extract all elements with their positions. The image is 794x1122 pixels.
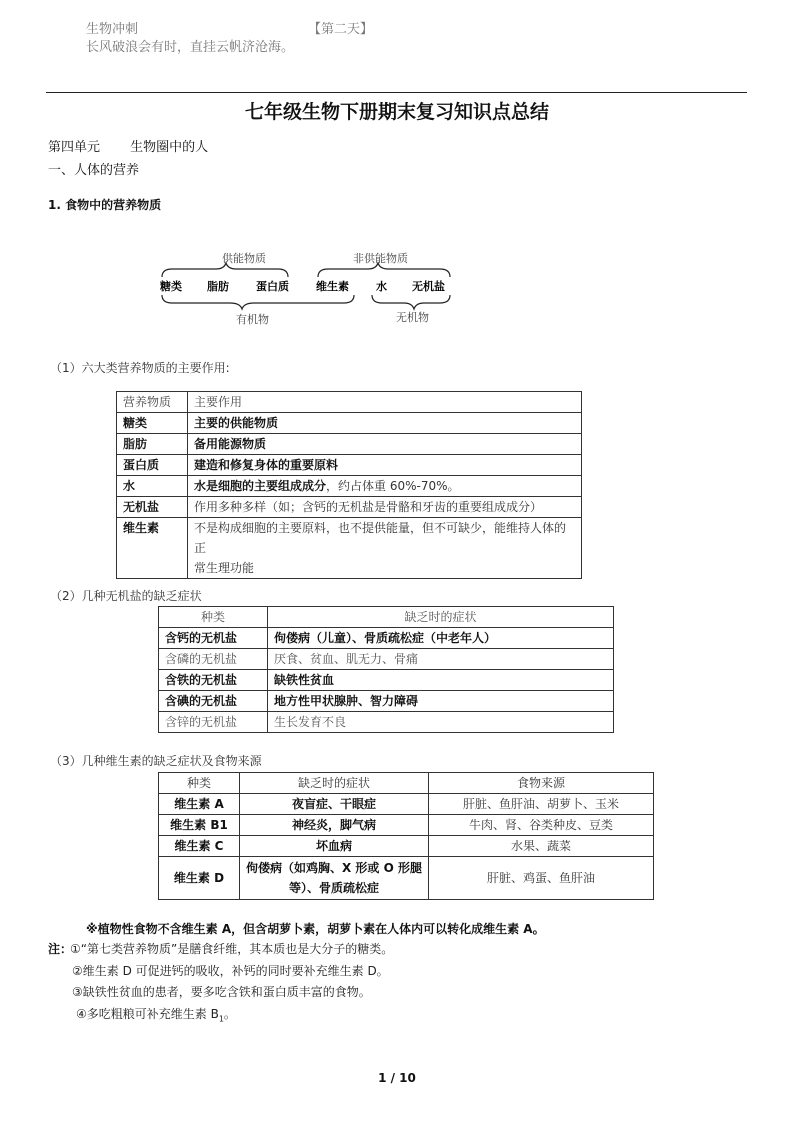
inorganic-label: 无机物: [396, 311, 429, 324]
item-water: 水: [376, 280, 387, 293]
table-header-row: [159, 773, 654, 794]
deficiency-symptom: 缺铁性贫血: [268, 670, 614, 691]
food-source: 牛肉、肾、谷类种皮、豆类: [429, 815, 654, 836]
page-title: 七年级生物下册期末复习知识点总结: [244, 101, 549, 123]
function-line: 常生理功能: [194, 561, 255, 575]
mineral-type: 含磷的无机盐: [159, 649, 268, 670]
nutrient-function: 作用多种多样（如；含钙的无机盐是骨骼和牙齿的重要组成成分）: [188, 497, 582, 518]
non-energy-group-label: 非供能物质: [353, 252, 408, 265]
nutrient-function: 建造和修复身体的重要原料: [188, 455, 582, 476]
table-row: [117, 455, 582, 476]
header-divider: [46, 92, 747, 93]
header-cell: 缺乏时的症状: [268, 607, 614, 628]
table-row: [117, 476, 582, 497]
energy-brace: [162, 263, 288, 277]
table-row: [117, 518, 582, 579]
nutrient-name: 无机盐: [117, 497, 188, 518]
page-number: 1 / 10: [378, 1071, 416, 1085]
nutrient-function-table: [116, 391, 582, 579]
vitamin-type: 维生素 C: [159, 836, 240, 857]
function-bold-part: 水是细胞的主要组成成分: [194, 479, 327, 493]
table-row: [117, 413, 582, 434]
food-source: 肝脏、鸡蛋、鱼肝油: [429, 857, 654, 900]
note-item-3: ③缺铁性贫血的患者，要多吃含铁和蛋白质丰富的食物。: [72, 985, 371, 999]
food-source: 肝脏、鱼肝油、胡萝卜、玉米: [429, 794, 654, 815]
deficiency-symptom: 夜盲症、干眼症: [240, 794, 429, 815]
function-normal-part: ，约占体重 60%-70%。: [326, 479, 460, 493]
table2-caption: （2）几种无机盐的缺乏症状: [50, 589, 202, 603]
header-cell: 种类: [159, 607, 268, 628]
mineral-type: 含锌的无机盐: [159, 712, 268, 733]
table-row: [159, 691, 614, 712]
mineral-deficiency-table: [158, 606, 614, 733]
header-day-tag: 【第二天】: [308, 22, 374, 37]
table-row: [159, 649, 614, 670]
item-vitamin: 维生素: [316, 280, 349, 293]
organic-brace: [162, 295, 354, 309]
table-row: [159, 628, 614, 649]
table-row: [159, 670, 614, 691]
symptom-line: 等）、骨质疏松症: [288, 881, 379, 895]
header-cell: 营养物质: [117, 392, 188, 413]
table-row: [159, 836, 654, 857]
nutrient-name: 糖类: [117, 413, 188, 434]
table-header-row: [159, 607, 614, 628]
table-row: [159, 857, 654, 900]
food-source: 水果、蔬菜: [429, 836, 654, 857]
item-inorganic-salt: 无机盐: [412, 280, 445, 293]
vitamin-type: 维生素 D: [159, 857, 240, 900]
unit-label: 第四单元: [48, 140, 101, 155]
function-line: 不是构成细胞的主要原料，也不提供能量，但不可缺少，能维持人体的正: [194, 521, 567, 555]
nutrient-name: 蛋白质: [117, 455, 188, 476]
table-row: [159, 712, 614, 733]
deficiency-symptom: 地方性甲状腺肿、智力障碍: [268, 691, 614, 712]
header-title: 生物冲刺: [86, 22, 139, 37]
item-fat: 脂肪: [207, 280, 229, 293]
note-text: ④多吃粗粮可补充维生素 B: [76, 1007, 219, 1021]
table-header-row: [117, 392, 582, 413]
note-item-4: [76, 1005, 236, 1023]
section-heading: 1. 食物中的营养物质: [48, 198, 162, 212]
nutrient-function: 备用能源物质: [188, 434, 582, 455]
symptom-line: 佝偻病（如鸡胸、X 形或 O 形腿: [246, 861, 422, 875]
unit-name: 生物圈中的人: [130, 140, 209, 155]
deficiency-symptom: [240, 857, 429, 900]
deficiency-symptom: 佝偻病（儿童）、骨质疏松症（中老年人）: [268, 628, 614, 649]
nutrient-function: 主要的供能物质: [188, 413, 582, 434]
unit-heading: [48, 136, 208, 155]
deficiency-symptom: 生长发育不良: [268, 712, 614, 733]
note-item-2: ②维生素 D 可促进钙的吸收，补钙的同时要补充维生素 D。: [72, 964, 389, 978]
deficiency-symptom: 坏血病: [240, 836, 429, 857]
header-cell: 主要作用: [188, 392, 582, 413]
note-item-1: ①“第七类营养物质”是膳食纤维，其本质也是大分子的糖类。: [70, 942, 394, 956]
table-row: [117, 497, 582, 518]
nutrient-classification-diagram: [150, 243, 470, 333]
mineral-type: 含碘的无机盐: [159, 691, 268, 712]
table1-caption: （1）六大类营养物质的主要作用:: [50, 361, 230, 375]
chapter-heading: 一、人体的营养: [48, 163, 140, 178]
deficiency-symptom: 厌食、贫血、肌无力、骨痛: [268, 649, 614, 670]
nutrient-name: 维生素: [117, 518, 188, 579]
vitamin-type: 维生素 B1: [159, 815, 240, 836]
header-cell: 种类: [159, 773, 240, 794]
table-row: [159, 794, 654, 815]
header-cell: 食物来源: [429, 773, 654, 794]
header-cell: 缺乏时的症状: [240, 773, 429, 794]
table-row: [159, 815, 654, 836]
nutrient-function: [188, 476, 582, 497]
item-protein: 蛋白质: [256, 280, 289, 293]
vitamin-a-highlight: ※植物性食物不含维生素 A，但含胡萝卜素，胡萝卜素在人体内可以转化成维生素 A。: [86, 922, 545, 936]
vitamin-deficiency-table: [158, 772, 654, 900]
nutrient-name: 水: [117, 476, 188, 497]
inorganic-brace: [372, 295, 450, 309]
notes-label: 注：: [48, 942, 73, 956]
non-energy-brace: [318, 263, 450, 277]
mineral-type: 含钙的无机盐: [159, 628, 268, 649]
deficiency-symptom: 神经炎，脚气病: [240, 815, 429, 836]
note-subscript: 1: [218, 1014, 224, 1024]
vitamin-type: 维生素 A: [159, 794, 240, 815]
table-row: [117, 434, 582, 455]
nutrient-name: 脂肪: [117, 434, 188, 455]
note-end: 。: [223, 1007, 236, 1021]
table3-caption: （3）几种维生素的缺乏症状及食物来源: [50, 754, 262, 768]
header-motto: 长风破浪会有时，直挂云帆济沧海。: [86, 40, 295, 55]
item-carbohydrate: 糖类: [160, 280, 182, 293]
organic-label: 有机物: [236, 313, 269, 326]
energy-group-label: 供能物质: [222, 252, 266, 265]
mineral-type: 含铁的无机盐: [159, 670, 268, 691]
nutrient-function: [188, 518, 582, 579]
